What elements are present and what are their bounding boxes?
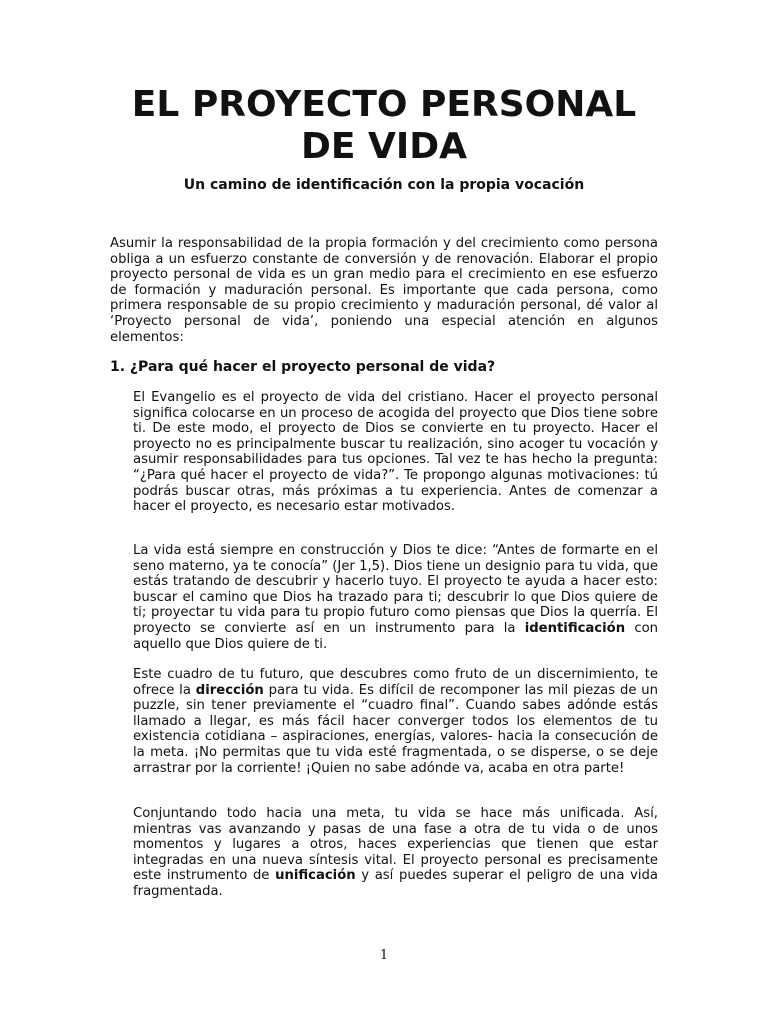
paragraph-4-text-after: y así puedes superar el peligro de una vida fragmentada. [133,868,658,899]
paragraph-3 [133,667,658,776]
paragraph-2-emphasis: identificación [524,620,626,636]
paragraph-2 [133,543,658,652]
paragraph-2-text-after: con aquello que Dios quiere de ti. [133,620,658,652]
paragraph-3-text-after: para tu vida. Es difícil de recomponer las mil piezas de un puzzle, sin tener previamente el “cuadro final”. Cuando sabes adónde estás llamado a llegar, es más fácil hacer converger todos los elementos de tu existencia cotidiana – aspiraciones, energías, valores- hacia la consecución de la meta. ¡No permitas que tu vida esté fragmentada, o se disperse, o se deje arrastrar por la corriente! ¡Quien no sabe adónde va, acaba en otra parte! [133,682,659,776]
paragraph-4-emphasis: unificación [275,868,356,884]
paragraph-2-text-before: La vida está siempre en construcción y Dios te dice: “Antes de formarte en el seno materno, ya te conocía” (Jer 1,5). Dios tiene un designio para tu vida, que estás tratando de descubrir y hacerlo tuyo. El proyecto te ayuda a hacer esto: buscar el camino que Dios ha trazado para ti; descubrir lo que Dios quiere de ti; proyectar tu vida para tu propio futuro como piensas que Dios la querría. El proyecto se convierte así en un instrumento para la [133,543,658,636]
page-number: 1 [379,948,389,963]
intro-paragraph: Asumir la responsabilidad de la propia formación y del crecimiento como persona obliga a un esfuerzo constante de conversión y de renovación. Elaborar el propio proyecto personal de vida es un gran medio para el crecimiento en ese esfuerzo de formación y maduración personal. Es importante que cada persona, como primera responsable de su propio crecimiento y maduración personal, dé valor al ‘Proyecto personal de vida’, poniendo una especial atención en algunos elementos: [110,236,658,345]
title-line-2: DE VIDA [300,126,467,167]
paragraph-1: El Evangelio es el proyecto de vida del cristiano. Hacer el proyecto personal significa colocarse en un proceso de acogida del proyecto que Dios tiene sobre ti. De este modo, el proyecto de Dios se convierte en tu proyecto. Hacer el proyecto no es principalmente buscar tu realización, sino acoger tu vocación y asumir responsabilidades para tus opciones. Tal vez te has hecho la pregunta: “¿Para qué hacer el proyecto de vida?”. Te propongo algunas motivaciones: tú podrás buscar otras, más próximas a tu experiencia. Antes de comenzar a hacer el proyecto, es necesario estar motivados. [133,390,658,515]
page-subtitle: Un camino de identificación con la propia vocación [183,177,585,193]
paragraph-3-text-before: Este cuadro de tu futuro, que descubres como fruto de un discernimiento, te ofrece la [133,667,658,698]
paragraph-4 [133,806,658,900]
title-line-1: EL PROYECTO PERSONAL [131,84,637,125]
paragraph-3-emphasis: dirección [195,682,264,698]
page-title [0,84,768,168]
section-heading: 1. ¿Para qué hacer el proyecto personal de vida? [110,359,496,375]
paragraph-4-text-before: Conjuntando todo hacia una meta, tu vida se hace más unificada. Así, mientras vas avanzando y pasas de una fase a otra de tu vida o de unos momentos y lugares a otros, haces experiencias que tienen que estar integradas en una nueva síntesis vital. El proyecto personal es precisamente este instrumento de [133,806,658,884]
